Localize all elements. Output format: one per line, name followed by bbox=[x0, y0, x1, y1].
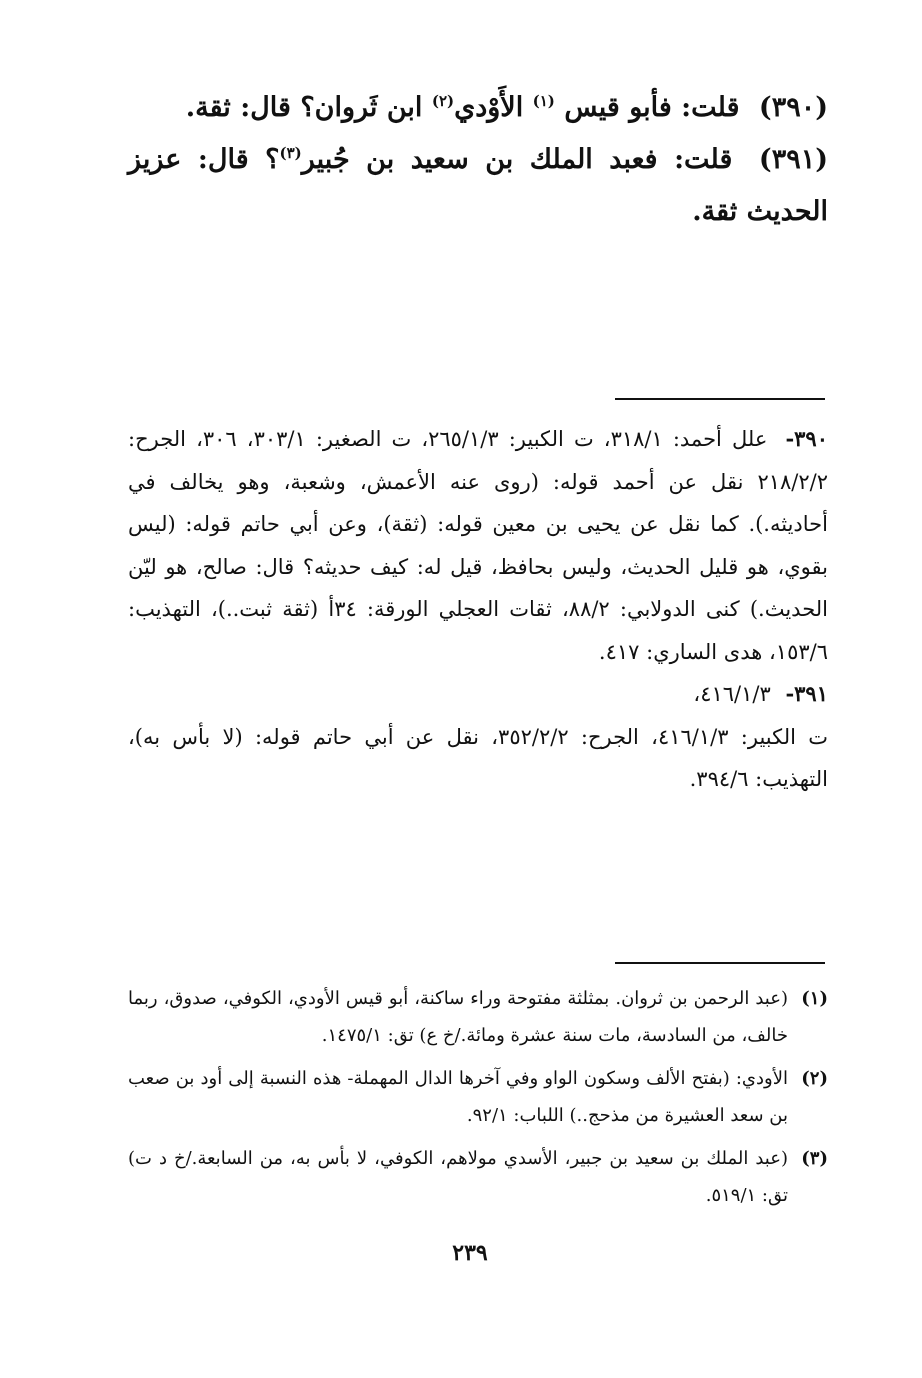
note-391 bbox=[128, 673, 828, 801]
entry-391 bbox=[128, 134, 828, 238]
footnote-1 bbox=[128, 980, 828, 1054]
entry-390 bbox=[128, 82, 828, 134]
footnotes bbox=[128, 980, 828, 1220]
footnote-number: (٢) bbox=[801, 1068, 828, 1089]
note-number: ٣٩٠- bbox=[785, 426, 828, 451]
entry-number: (٣٩٠) bbox=[758, 92, 828, 123]
entry-text: قلت: فأبو قيس bbox=[564, 92, 740, 123]
commentary-notes bbox=[128, 418, 828, 801]
note-text: ت الكبير: ٤١٦/١/٣، الجرح: ٣٥٢/٢/٢، نقل عن أبي حاتم قوله: (لا بأس به)، التهذيب: ٣٩٤/٦. bbox=[128, 724, 828, 791]
main-text bbox=[128, 82, 828, 238]
entry-text: ابن ثَروان؟ قال: ثقة. bbox=[185, 92, 423, 123]
note-first-line: ٤١٦/١/٣، bbox=[693, 682, 771, 706]
footnote-number: (١) bbox=[801, 988, 828, 1009]
footnote-2 bbox=[128, 1060, 828, 1134]
footnote-ref[interactable]: (٢) bbox=[431, 92, 455, 110]
footnote-number: (٣) bbox=[801, 1148, 828, 1169]
footnote-ref[interactable]: (٣) bbox=[279, 144, 302, 162]
entry-number: (٣٩١) bbox=[758, 144, 828, 175]
entry-text: ؟ قال: عزيز الحديث ثقة. bbox=[128, 144, 828, 227]
separator-rule bbox=[615, 398, 825, 400]
page-number: ٢٣٩ bbox=[452, 1240, 488, 1266]
note-390 bbox=[128, 418, 828, 673]
note-text: علل أحمد: ٣١٨/١، ت الكبير: ٢٦٥/١/٣، ت الصغير: ٣٠٣/١، ٣٠٦، الجرح: ٢١٨/٢/٢ نقل عن أحمد قوله: (روى عنه الأعمش، وشعبة، وهو يخالف في أحاديثه.). كما نقل عن يحيى بن معين قوله: (ثقة)، وعن أبي حاتم قوله: (ليس بقوي، هو قليل الحديث، وليس بحافظ، قيل له: كيف حديثه؟ قال: صالح، هو ليّن الحديث.) كنى الدولابي: ٨٨/٢، ثقات العجلي الورقة: ٣٤أ (ثقة ثبت..)، التهذيب: ١٥٣/٦، هدى الساري: ٤١٧. bbox=[128, 427, 828, 664]
footnote-text: (عبد الرحمن بن ثروان. بمثلثة مفتوحة وراء ساكنة، أبو قيس الأودي، الكوفي، صدوق، ربما خالف، من السادسة، مات سنة عشرة ومائة./خ ع) تق: ١٤٧٥/١. bbox=[128, 988, 788, 1046]
note-number: ٣٩١- bbox=[785, 681, 828, 706]
footnote-text: الأودي: (بفتح الألف وسكون الواو وفي آخرها الدال المهملة- هذه النسبة إلى أود بن صعب بن سعد العشيرة من مذحج..) اللباب: ٩٢/١. bbox=[128, 1068, 788, 1126]
footnote-text: (عبد الملك بن سعيد بن جبير، الأسدي مولاهم، الكوفي، لا بأس به، من السابعة./خ د ت) تق: ٥١٩/١. bbox=[128, 1148, 789, 1206]
footnote-ref[interactable]: (١) bbox=[532, 92, 555, 110]
separator-rule bbox=[615, 962, 825, 964]
entry-text: الأَوْدي bbox=[454, 92, 524, 123]
footnote-3 bbox=[128, 1140, 828, 1214]
entry-text: قلت: فعبد الملك بن سعيد بن جُبير bbox=[301, 144, 733, 175]
